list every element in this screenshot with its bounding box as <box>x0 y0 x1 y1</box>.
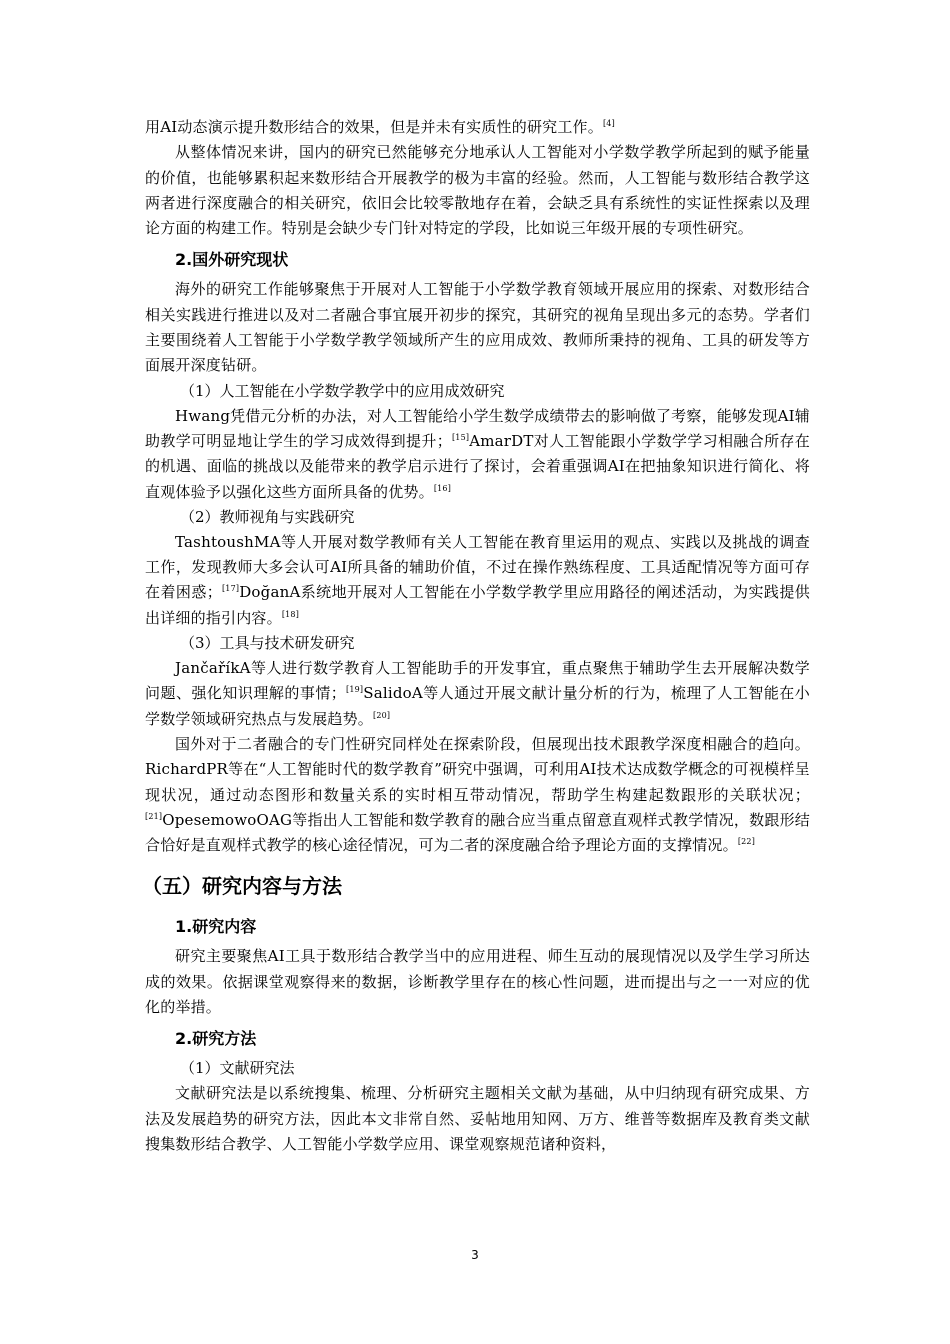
paragraph-text: SalidoA等人通过开展文献计量分析的行为，梳理了人工智能在小学数学领域研究热点与发展趋势。 <box>145 684 810 728</box>
page-number: 3 <box>471 1248 479 1262</box>
paragraph <box>145 1081 810 1157</box>
citation-marker: [4] <box>602 119 615 128</box>
citation-marker: [19] <box>346 685 364 695</box>
subsection-heading: 2.国外研究现状 <box>175 250 289 270</box>
citation-marker: [15] <box>451 432 470 442</box>
page-content <box>142 115 810 1157</box>
paragraph-text: JančaříkA等人进行数学教育人工智能助手的开发事宜，重点聚焦于辅助学生去开展解决数学问题、强化知识理解的事情； <box>145 659 810 703</box>
subtopic-heading: （2）教师视角与实践研究 <box>180 507 355 526</box>
paragraph <box>145 656 810 732</box>
paragraph <box>145 404 810 505</box>
citation-marker: [20] <box>373 710 391 720</box>
paragraph-text: 国外对于二者融合的专门性研究同样处在探索阶段，但展现出技术跟教学深度相融合的趋向。RichardPR等在“人工智能时代的数学教育”研究中强调，可利用AI技术达成数学概念的可视模样呈现状况，通过动态图形和数量关系的实时相互带动情况，帮助学生构建起数跟形的关联状况； <box>145 734 810 804</box>
subtopic-heading: （1）人工智能在小学数学教学中的应用成效研究 <box>180 381 505 400</box>
paragraph <box>145 530 810 631</box>
paragraph <box>145 115 810 140</box>
paragraph-text: OpesemowoOAG等指出人工智能和数学教育的融合应当重点留意直观样式教学情况，数跟形结合恰好是直观样式教学的核心途径情况，可为二者的深度融合给予理论方面的支撑情况。 <box>145 810 810 855</box>
subsection-heading: 2.研究方法 <box>175 1029 257 1049</box>
paragraph <box>145 732 810 858</box>
citation-marker: [17] <box>221 584 240 594</box>
paragraph <box>145 944 810 1020</box>
subsection-heading: 1.研究内容 <box>175 917 257 937</box>
subtopic-heading: （3）工具与技术研发研究 <box>180 634 355 653</box>
paragraph-text: 文献研究法是以系统搜集、梳理、分析研究主题相关文献为基础，从中归纳现有研究成果、方法及发展趋势的研究方法，因此本文非常自然、妥帖地用知网、万方、维普等数据库及教育类文献搜集数形结合教学、人工智能小学数学应用、课堂观察规范诸种资料， <box>145 1084 810 1153</box>
paragraph-text: DoğanA系统地开展对人工智能在小学数学教学里应用路径的阐述活动，为实践提供出详细的指引内容。 <box>145 583 810 627</box>
paragraph-text: TashtoushMA等人开展对数学教师有关人工智能在教育里运用的观点、实践以及挑战的调查工作，发现教师大多会认可AI所具备的辅助价值，不过在操作熟练程度、工具适配情况等方面可存在着困惑； <box>145 532 810 602</box>
paragraph-text: 用AI动态演示提升数形结合的效果，但是并未有实质性的研究工作。 <box>145 118 603 136</box>
paragraph-text: 海外的研究工作能够聚焦于开展对人工智能于小学数学教育领域开展应用的探索、对数形结合相关实践进行推进以及对二者融合事宜展开初步的探究，其研究的视角呈现出多元的态势。学者们主要围绕着人工智能于小学数学教学领域所产生的应用成效、教师所秉持的视角、工具的研发等方面展开深度钻研。 <box>145 280 810 375</box>
subtopic-heading: （1）文献研究法 <box>180 1059 295 1078</box>
paragraph-text: Hwang凭借元分析的办法，对人工智能给小学生数学成绩带去的影响做了考察，能够发现AI辅助教学可明显地让学生的学习成效得到提升； <box>145 406 810 450</box>
paragraph <box>145 277 810 378</box>
paragraph <box>145 140 810 241</box>
citation-marker: [18] <box>281 609 300 619</box>
paragraph-text: 研究主要聚焦AI工具于数形结合教学当中的应用进程、师生互动的展现情况以及学生学习所达成的效果。依据课堂观察得来的数据，诊断教学里存在的核心性问题，进而提出与之一一对应的优化的举措。 <box>145 947 810 1017</box>
paragraph-text: AmarDT对人工智能跟小学数学学习相融合所存在的机遇、面临的挑战以及能带来的教学启示进行了探讨，会着重强调AI在把抽象知识进行简化、将直观体验予以强化这些方面所具备的优势。 <box>145 431 810 501</box>
citation-marker: [22] <box>737 837 756 847</box>
citation-marker: [21] <box>145 811 163 821</box>
section-heading: （五）研究内容与方法 <box>142 874 342 899</box>
citation-marker: [16] <box>433 483 452 493</box>
paragraph-text: 从整体情况来讲，国内的研究已然能够充分地承认人工智能对小学数学教学所起到的赋予能量的价值，也能够累积起来数形结合开展教学的极为丰富的经验。然而，人工智能与数形结合教学这两者进行深度融合的相关研究，依旧会比较零散地存在着，会缺乏具有系统性的实证性探索以及理论方面的构建工作。特别是会缺少专门针对特定的学段，比如说三年级开展的专项性研究。 <box>145 143 810 238</box>
